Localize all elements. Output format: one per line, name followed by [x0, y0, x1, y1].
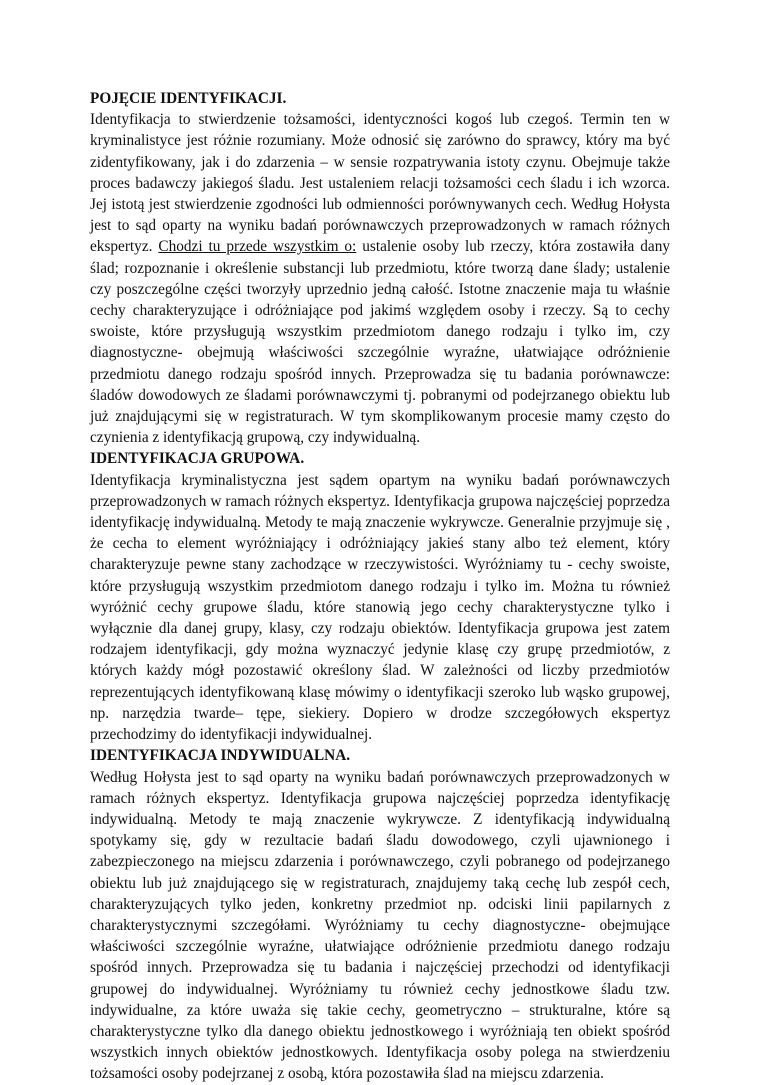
section-heading-identyfikacja-grupowa: IDENTYFIKACJA GRUPOWA. — [90, 450, 305, 468]
section-paragraph-identyfikacja-indywidualna: Według Hołysta jest to sąd oparty na wyniku badań porównawczych przeprowadzonych w ramach różnych ekspertyz. Identyfikacja grupowa najczęściej poprzedza identyfikację indywidualną. Metody te mają znaczenie wykrywcze. Z identyfikacją indywidualną spotykamy się, gdy w rezultacie badań śladu dowodowego, czyli ujawnionego i zabezpieczonego na miejscu zdarzenia i porównawczego, czyli pobranego od podejrzanego obiektu lub już znajdującego się w registraturach, znajdujemy taką cechę lub zespół cech, charakteryzujących tylko jeden, konkretny przedmiot np. odciski linii papilarnych z charakterystycznymi szczegółami. Wyróżniamy tu cechy diagnostyczne- obejmujące właściwości szczególnie wyraźne, ułatwiające odróżnienie przedmiotu danego rodzaju spośród innych. Przeprowadza się tu badania i najczęściej przechodzi od identyfikacji grupowej do indywidualnej. Wyróżniamy tu również cechy jednostkowe śladu tzw. indywidualne, za które uważa się takie cechy, geometryczno – strukturalne, które są charakterystyczne tylko dla danego obiektu jednostkowego i wyróżniają ten obiekt spośród wszystkich innych obiektów jednostkowych. Identyfikacja osoby polega na stwierdzeniu tożsamości osoby podejrzanej z osobą, która pozostawiła ślad na miejscu zdarzenia. — [90, 768, 670, 1083]
paragraph-text-part-1: Identyfikacja to stwierdzenie tożsamości, identyczności kogoś lub czegoś. Termin ten w kryminalistyce jest różnie rozumiany. Może odnosić się zarówno do sprawcy, który ma być zidentyfikowany, jak i do zdarzenia – w sensie rozpatrywania istoty czynu. Obejmuje także proces badawczy jakiegoś śladu. Jest ustaleniem relacji tożsamości cech śladu i ich wzorca. Jej istotą jest stwierdzenie zgodności lub odmienności porównywanych cech. Według Hołysta jest to sąd oparty na wyniku badań porównawczych przeprowadzonych w ramach różnych ekspertyz. — [90, 111, 670, 256]
section-heading-pojecie-identyfikacji: POJĘCIE IDENTYFIKACJI. — [90, 90, 287, 107]
section-heading-identyfikacja-indywidualna: IDENTYFIKACJA INDYWIDUALNA. — [90, 747, 351, 765]
section-paragraph-pojecie-identyfikacji — [90, 109, 670, 448]
underlined-phrase: Chodzi tu przede wszystkim o: — [158, 238, 357, 256]
document-page — [90, 88, 670, 1085]
paragraph-text-part-2: ustalenie osoby lub rzeczy, która zostawiła dany ślad; rozpoznanie i określenie substancji lub przedmiotu, które tworzą dane ślady; ustalenie czy poszczególne części tworzyły uprzednio jedną całość. Istotne znaczenie maja tu właśnie cechy charakteryzujące i odróżniające pod jakimś względem osoby i rzeczy. Są to cechy swoiste, które przysługują wszystkim przedmiotom danego rodzaju i tylko im, czy diagnostyczne- obejmują właściwości szczególnie wyraźne, ułatwiające odróżnienie przedmiotu danego rodzaju spośród innych. Przeprowadza się tu badania porównawcze: śladów dowodowych ze śladami porównawczymi tj. pobranymi od podejrzanego obiektu lub już znajdującymi się w registraturach. W tym skomplikowanym procesie mamy często do czynienia z identyfikacją grupową, czy indywidualną. — [90, 238, 670, 447]
section-paragraph-identyfikacja-grupowa: Identyfikacja kryminalistyczna jest sądem opartym na wyniku badań porównawczych przeprowadzonych w ramach różnych ekspertyz. Identyfikacja grupowa najczęściej poprzedza identyfikację indywidualną. Metody te mają znaczenie wykrywcze. Generalnie przyjmuje się , że cecha to element wyróżniający i odróżniający jakieś stany albo też element, który charakteryzuje pewne stany zachodzące w rzeczywistości. Wyróżniamy tu - cechy swoiste, które przysługują wszystkim przedmiotom danego rodzaju i tylko im. Można tu również wyróżnić cechy grupowe śladu, które stanowią jego cechy charakterystyczne tylko i wyłącznie dla danej grupy, klasy, czy rodzaju obiektów. Identyfikacja grupowa jest zatem rodzajem identyfikacji, gdy można wyznaczyć jedynie klasę czy grupę przedmiotów, z których każdy mógł pozostawić określony ślad. W zależności od liczby przedmiotów reprezentujących identyfikowaną klasę mówimy o identyfikacji szeroko lub wąsko grupowej, np. narzędzia twarde– tępe, siekiery. Dopiero w drodze szczegółowych ekspertyz przechodzimy do identyfikacji indywidualnej. — [90, 471, 670, 744]
